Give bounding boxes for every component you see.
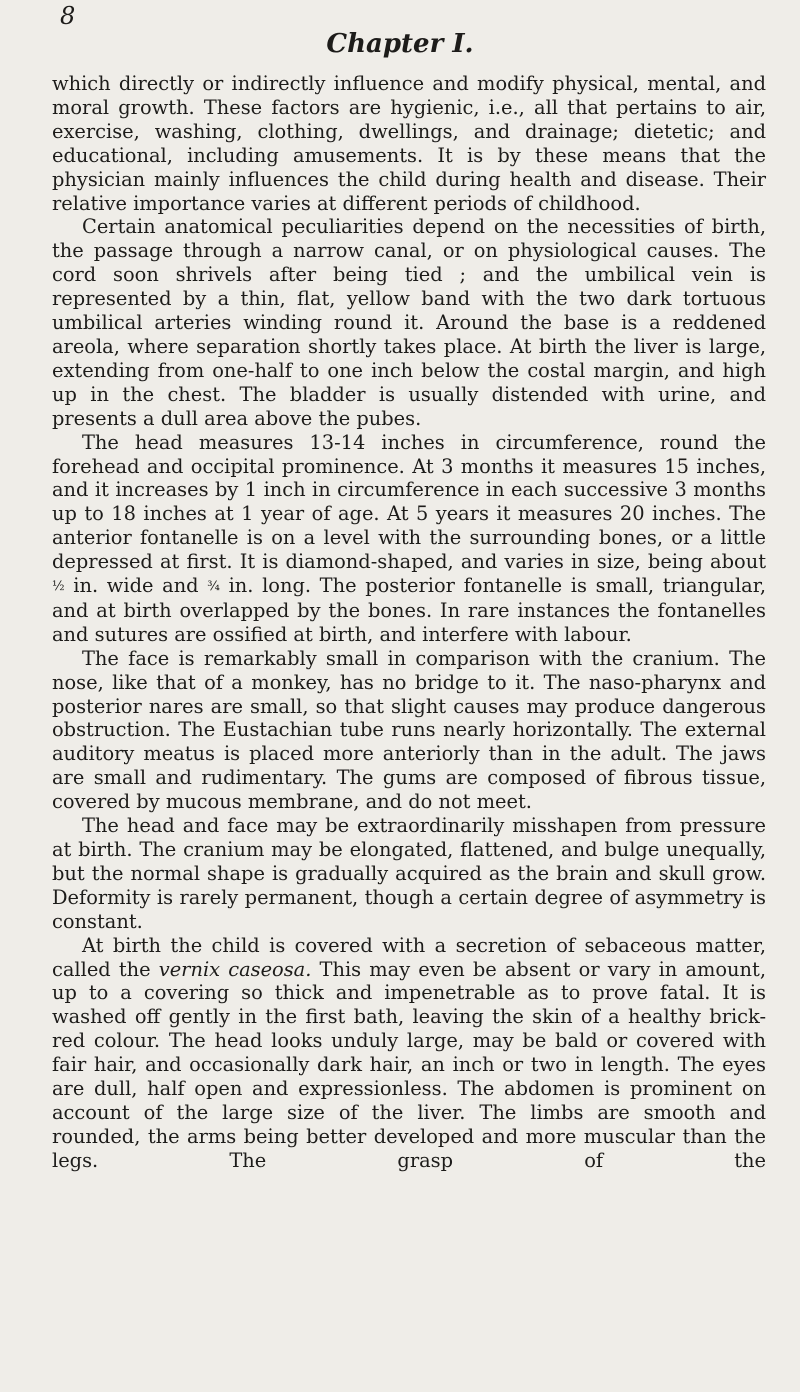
paragraph-3 xyxy=(52,431,766,647)
running-title: Chapter I. xyxy=(326,29,474,59)
vernix-caseosa-term: vernix caseosa. xyxy=(158,957,312,981)
paragraph-6-text-a: At birth the child is covered with a secretion of sebaceous matter, called the xyxy=(52,933,766,981)
paragraph-6 xyxy=(52,934,766,1173)
body-text xyxy=(52,72,766,1173)
fraction-three-quarters: ¾ xyxy=(207,579,220,595)
paragraph-3-text-c: in. long. The posterior fontanelle is small, triangular, and at birth overlapped by the bones. In rare instances the fontanelles and sutures are ossified at birth, and interfere with labour. xyxy=(52,574,767,646)
paragraph-4: The face is remarkably small in comparison with the cranium. The nose, like that of a monkey, has no bridge to it. The naso-pharynx and posterior nares are small, so that slight causes may produce dangerous obstruction. The Eustachian tube runs nearly horizontally. The external auditory meatus is placed more anteriorly than in the adult. The jaws are small and rudimentary. The gums are composed of fibrous tissue, covered by mucous membrane, and do not meet. xyxy=(52,646,766,814)
paragraph-1: which directly or indirectly influence and modify physical, mental, and moral growth. These factors are hygienic, i.e., all that pertains to air, exercise, washing, clothing, dwellings, and drainage; dietetic; and educational, including amusements. It is by these means that the physician mainly influences the child during health and disease. Their relative importance varies at different periods of childhood. xyxy=(52,72,766,215)
paragraph-3-text-b: in. wide and xyxy=(73,574,199,598)
paragraph-2: Certain anatomical peculiarities depend on the necessities of birth, the passage through a narrow canal, or on physiological causes. The cord soon shrivels after being tied ; and the umbilical vein is represented by a thin, flat, yellow band with the two dark tortuous umbilical arteries winding round it. Around the base is a reddened areola, where separation shortly takes place. At birth the liver is large, extending from one-half to one inch below the costal margin, and high up in the chest. The bladder is usually distended with urine, and presents a dull area above the pubes. xyxy=(52,215,766,430)
paragraph-6-text-b: This may even be absent or vary in amount, up to a covering so thick and impenetrable as to prove fatal. It is washed off gently in the first bath, leaving the skin of a healthy brick-red colour. The head looks unduly large, may be bald or covered with fair hair, and occasionally dark hair, an inch or two in length. The eyes are dull, half open and expressionless. The abdomen is prominent on account of the large size of the liver. The limbs are smooth and rounded, the arms being better developed and more muscular than the legs. The grasp of the xyxy=(52,957,766,1172)
paragraph-5: The head and face may be extraordinarily misshapen from pressure at birth. The cranium may be elongated, flattened, and bulge unequally, but the normal shape is gradually acquired as the brain and skull grow. Deformity is rarely permanent, though a certain degree of asymmetry is constant. xyxy=(52,814,766,933)
fraction-half: ½ xyxy=(52,579,65,595)
paragraph-3-text-a: The head measures 13-14 inches in circumference, round the forehead and occipital prominence. At 3 months it measures 15 inches, and it increases by 1 inch in circumference in each successive 3 months up to 18 inches at 1 year of age. At 5 years it measures 20 inches. The anterior fontanelle is on a level with the surrounding bones, or a little depressed at first. It is diamond-shaped, and varies in size, being about xyxy=(52,430,766,574)
page-number: 8 xyxy=(60,2,76,30)
